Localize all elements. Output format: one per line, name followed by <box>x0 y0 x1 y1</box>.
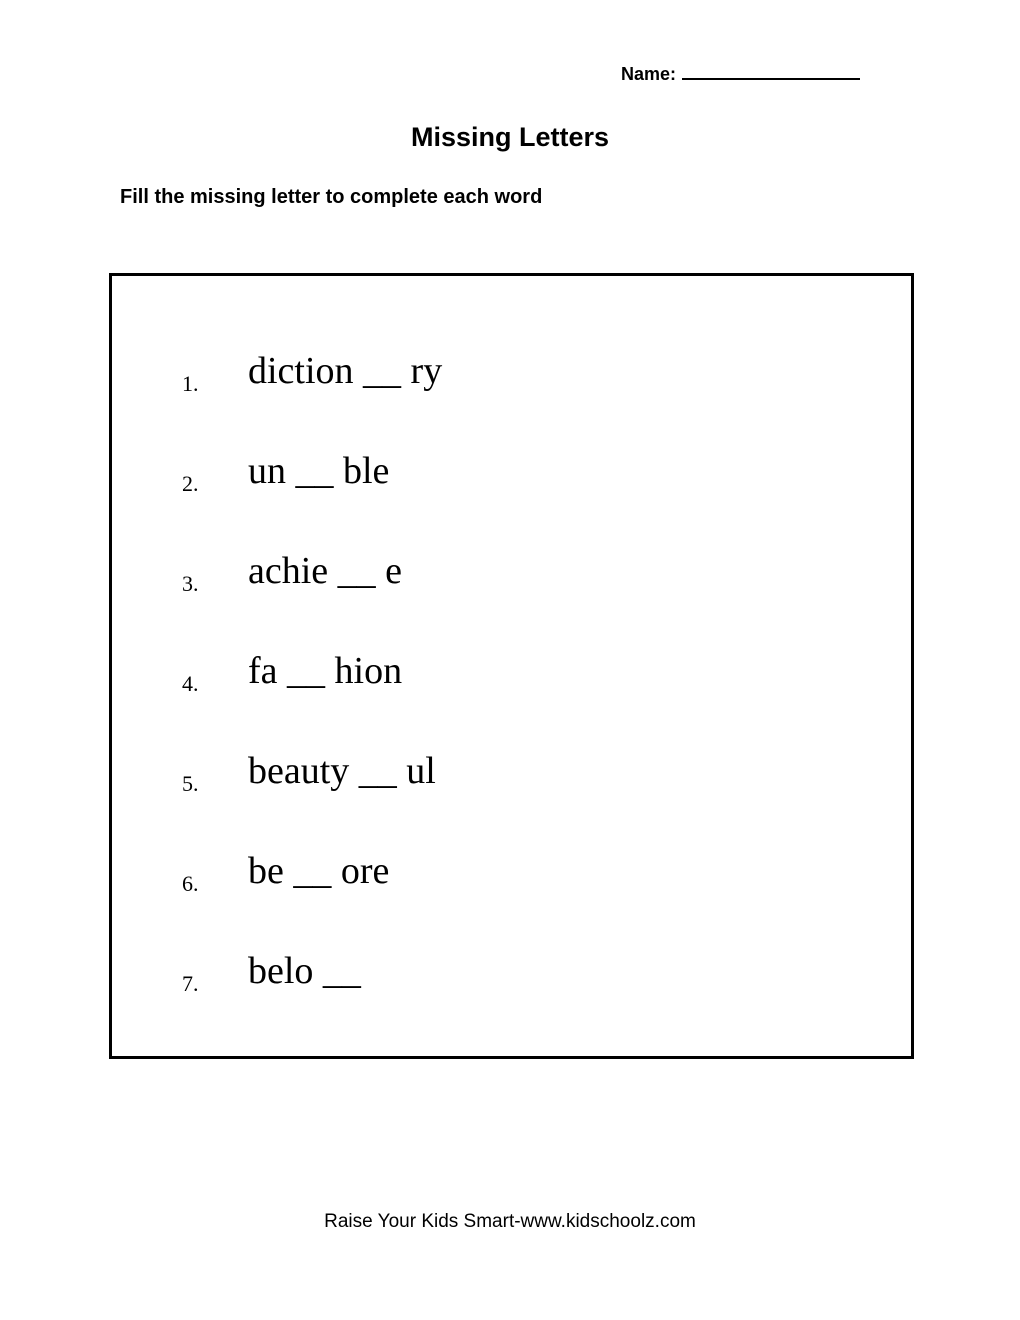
name-label: Name: <box>621 64 677 84</box>
item-word: fa __ hion <box>248 650 403 692</box>
name-field[interactable] <box>621 62 860 85</box>
item-number: 2. <box>182 471 199 496</box>
item-number: 4. <box>182 671 199 696</box>
exercise-box <box>109 273 914 1059</box>
item-word: diction __ ry <box>248 350 443 392</box>
instructions: Fill the missing letter to complete each word <box>120 186 543 208</box>
item-number: 7. <box>182 971 199 996</box>
worksheet-title: Missing Letters <box>410 122 610 152</box>
item-word: achie __ e <box>248 550 403 592</box>
item-word: un __ ble <box>248 450 390 492</box>
item-word: be __ ore <box>248 850 390 892</box>
footer-text: Raise Your Kids Smart-www.kidschoolz.com <box>324 1211 696 1232</box>
item-number: 6. <box>182 871 199 896</box>
item-number: 1. <box>182 371 199 396</box>
item-number: 3. <box>182 571 199 596</box>
item-number: 5. <box>182 771 199 796</box>
item-word: beauty __ ul <box>248 750 436 792</box>
name-blank-line[interactable] <box>682 62 860 80</box>
item-word: belo __ <box>248 950 361 992</box>
